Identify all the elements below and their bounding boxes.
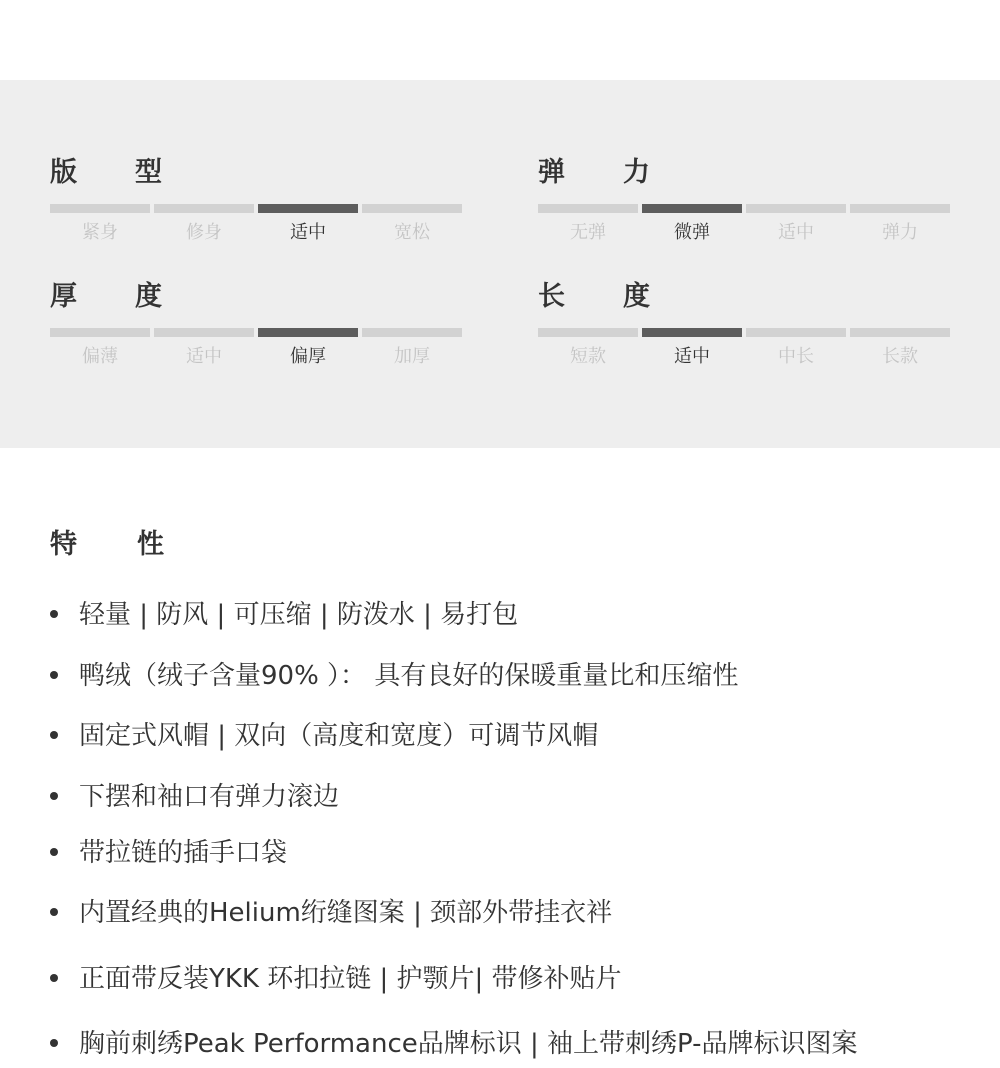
spec-option: 短款 bbox=[570, 346, 606, 367]
spec-title-char: 力 bbox=[623, 157, 650, 188]
spec-title-char: 厚 bbox=[50, 281, 77, 312]
feature-item bbox=[50, 1026, 970, 1062]
features-heading bbox=[50, 528, 250, 562]
feature-item bbox=[50, 961, 970, 997]
bullet-icon bbox=[50, 1039, 58, 1047]
spec-option: 无弹 bbox=[570, 222, 606, 243]
spec-title-char: 长 bbox=[538, 281, 565, 312]
feature-item bbox=[50, 718, 970, 754]
scale-segment bbox=[642, 204, 742, 213]
feature-text: 带拉链的插手口袋 bbox=[79, 838, 288, 868]
feature-text: 胸前刺绣Peak Performance品牌标识 | 袖上带刺绣P-品牌标识图案 bbox=[79, 1029, 858, 1059]
spec-option: 中长 bbox=[778, 346, 814, 367]
scale-segment bbox=[642, 328, 742, 337]
spec-option: 偏薄 bbox=[82, 346, 118, 367]
spec-option: 适中 bbox=[674, 346, 710, 367]
spec-title bbox=[50, 282, 462, 312]
spec-scale bbox=[50, 328, 462, 337]
feature-item bbox=[50, 779, 970, 815]
features-heading-char: 性 bbox=[137, 529, 164, 560]
feature-text: 轻量 | 防风 | 可压缩 | 防泼水 | 易打包 bbox=[79, 600, 519, 630]
feature-item bbox=[50, 597, 970, 633]
feature-text: 鸭绒（绒子含量90% ）： 具有良好的保暖重量比和压缩性 bbox=[79, 661, 739, 691]
bullet-icon bbox=[50, 848, 58, 856]
scale-segment bbox=[362, 328, 462, 337]
features-heading-char: 特 bbox=[50, 529, 77, 560]
spec-option: 微弹 bbox=[674, 222, 710, 243]
scale-segment bbox=[154, 328, 254, 337]
bullet-icon bbox=[50, 974, 58, 982]
spec-options bbox=[538, 221, 950, 245]
scale-segment bbox=[50, 204, 150, 213]
scale-segment bbox=[258, 328, 358, 337]
spec-scale bbox=[50, 204, 462, 213]
spec-option: 修身 bbox=[186, 222, 222, 243]
spec-option: 紧身 bbox=[82, 222, 118, 243]
scale-segment bbox=[362, 204, 462, 213]
spec-scale bbox=[538, 328, 950, 337]
feature-text: 下摆和袖口有弹力滚边 bbox=[79, 782, 340, 812]
spec-option: 适中 bbox=[186, 346, 222, 367]
spec-scale bbox=[538, 204, 950, 213]
spec-title bbox=[538, 282, 950, 312]
scale-segment bbox=[538, 204, 638, 213]
spec-title bbox=[538, 158, 950, 188]
size-spec-panel bbox=[0, 80, 1000, 448]
feature-item bbox=[50, 895, 970, 931]
feature-text: 固定式风帽 | 双向（高度和宽度）可调节风帽 bbox=[79, 721, 599, 751]
scale-segment bbox=[154, 204, 254, 213]
feature-text: 内置经典的Helium绗缝图案 | 颈部外带挂衣袢 bbox=[79, 898, 613, 928]
spec-title-char: 型 bbox=[135, 157, 162, 188]
spec-option: 适中 bbox=[778, 222, 814, 243]
scale-segment bbox=[850, 328, 950, 337]
bullet-icon bbox=[50, 792, 58, 800]
scale-segment bbox=[850, 204, 950, 213]
bullet-icon bbox=[50, 610, 58, 618]
spec-options bbox=[538, 345, 950, 369]
spec-title-char: 版 bbox=[50, 157, 77, 188]
bullet-icon bbox=[50, 731, 58, 739]
feature-item bbox=[50, 658, 970, 694]
spec-option: 弹力 bbox=[882, 222, 918, 243]
spec-title-char: 弹 bbox=[538, 157, 565, 188]
spec-options bbox=[50, 345, 462, 369]
scale-segment bbox=[538, 328, 638, 337]
feature-text: 正面带反装YKK 环扣拉链 | 护颚片| 带修补贴片 bbox=[79, 964, 622, 994]
scale-segment bbox=[746, 204, 846, 213]
bullet-icon bbox=[50, 908, 58, 916]
bullet-icon bbox=[50, 671, 58, 679]
feature-item bbox=[50, 835, 970, 871]
spec-option: 加厚 bbox=[394, 346, 430, 367]
spec-option: 长款 bbox=[882, 346, 918, 367]
spec-options bbox=[50, 221, 462, 245]
scale-segment bbox=[50, 328, 150, 337]
spec-option: 宽松 bbox=[394, 222, 430, 243]
spec-option: 偏厚 bbox=[290, 346, 326, 367]
scale-segment bbox=[746, 328, 846, 337]
spec-title-char: 度 bbox=[135, 281, 162, 312]
spec-title bbox=[50, 158, 462, 188]
spec-option: 适中 bbox=[290, 222, 326, 243]
scale-segment bbox=[258, 204, 358, 213]
spec-title-char: 度 bbox=[623, 281, 650, 312]
